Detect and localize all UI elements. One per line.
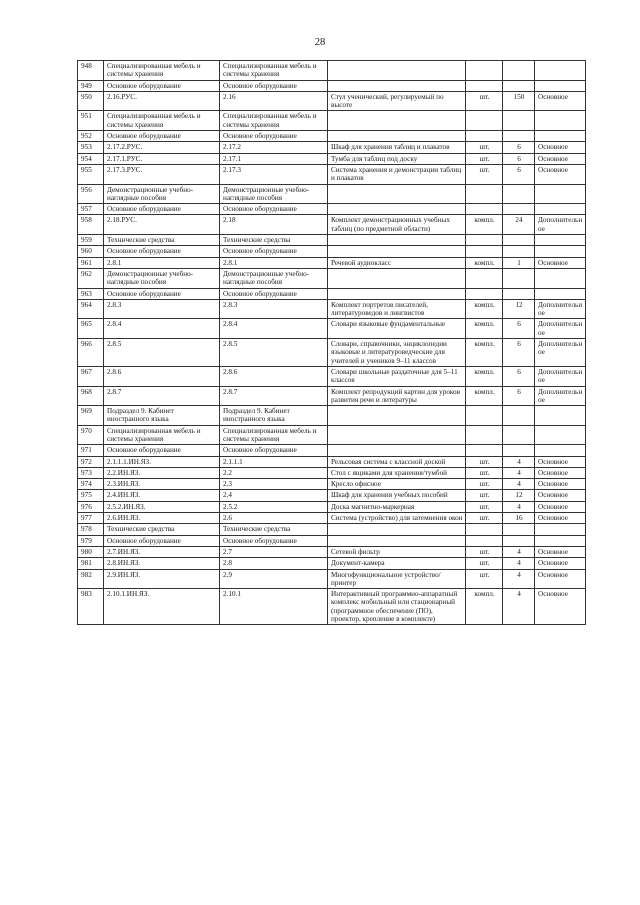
quantity-cell xyxy=(503,445,535,456)
standard-ref-cell: Основное оборудование xyxy=(220,131,328,142)
row-number-cell: 956 xyxy=(78,184,104,204)
standard-ref-cell: Демонстрационные учебно-наглядные пособия xyxy=(220,184,328,204)
item-name-cell xyxy=(328,61,466,81)
row-number-cell: 961 xyxy=(78,257,104,268)
equipment-type-cell: Основное xyxy=(535,164,586,184)
equipment-type-cell: Основное xyxy=(535,467,586,478)
row-number-cell: 968 xyxy=(78,386,104,406)
item-code-cell: Подраздел 9. Кабинет иностранного языка xyxy=(104,406,220,426)
quantity-cell xyxy=(503,61,535,81)
standard-ref-cell: 2.8.6 xyxy=(220,366,328,386)
quantity-cell: 24 xyxy=(503,215,535,235)
quantity-cell: 16 xyxy=(503,513,535,524)
unit-cell: компл. xyxy=(466,366,503,386)
row-number-cell: 977 xyxy=(78,513,104,524)
quantity-cell: 6 xyxy=(503,319,535,339)
equipment-type-cell: Основное xyxy=(535,142,586,153)
table-row xyxy=(78,204,586,215)
row-number-cell: 949 xyxy=(78,80,104,91)
item-name-cell xyxy=(328,524,466,535)
standard-ref-cell: 2.7 xyxy=(220,546,328,557)
quantity-cell: 12 xyxy=(503,299,535,319)
table-row xyxy=(78,164,586,184)
item-code-cell: 2.1.1.1.ИН.ЯЗ. xyxy=(104,456,220,467)
row-number-cell: 948 xyxy=(78,61,104,81)
item-code-cell: 2.7.ИН.ЯЗ. xyxy=(104,546,220,557)
row-number-cell: 954 xyxy=(78,153,104,164)
equipment-type-cell xyxy=(535,445,586,456)
unit-cell xyxy=(466,535,503,546)
quantity-cell: 4 xyxy=(503,546,535,557)
unit-cell xyxy=(466,184,503,204)
row-number-cell: 975 xyxy=(78,490,104,501)
item-name-cell: Комплект репродукций картин для уроков развития речи и литературы xyxy=(328,386,466,406)
table-row xyxy=(78,111,586,131)
equipment-type-cell: Основное xyxy=(535,456,586,467)
table-row xyxy=(78,558,586,569)
equipment-type-cell: Основное xyxy=(535,546,586,557)
table-row xyxy=(78,91,586,111)
quantity-cell: 6 xyxy=(503,366,535,386)
item-code-cell: 2.17.3.РУС. xyxy=(104,164,220,184)
standard-ref-cell: Основное оборудование xyxy=(220,445,328,456)
unit-cell: компл. xyxy=(466,257,503,268)
row-number-cell: 981 xyxy=(78,558,104,569)
table-row xyxy=(78,235,586,246)
table-row xyxy=(78,535,586,546)
row-number-cell: 964 xyxy=(78,299,104,319)
unit-cell xyxy=(466,235,503,246)
equipment-type-cell: Основное xyxy=(535,589,586,625)
row-number-cell: 972 xyxy=(78,456,104,467)
standard-ref-cell: Специализированная мебель и системы хранения xyxy=(220,425,328,445)
item-code-cell: 2.3.ИН.ЯЗ. xyxy=(104,479,220,490)
item-code-cell: 2.8.ИН.ЯЗ. xyxy=(104,558,220,569)
row-number-cell: 959 xyxy=(78,235,104,246)
item-code-cell: Технические средства xyxy=(104,235,220,246)
equipment-type-cell xyxy=(535,184,586,204)
item-name-cell: Шкаф для хранения учебных пособий xyxy=(328,490,466,501)
standard-ref-cell: 2.8.5 xyxy=(220,339,328,367)
item-code-cell: Основное оборудование xyxy=(104,131,220,142)
equipment-type-cell: Дополнительное xyxy=(535,299,586,319)
row-number-cell: 951 xyxy=(78,111,104,131)
item-name-cell: Тумба для таблиц под доску xyxy=(328,153,466,164)
item-code-cell: Основное оборудование xyxy=(104,445,220,456)
quantity-cell: 6 xyxy=(503,339,535,367)
standard-ref-cell: 2.1.1.1 xyxy=(220,456,328,467)
unit-cell xyxy=(466,61,503,81)
row-number-cell: 963 xyxy=(78,288,104,299)
quantity-cell: 150 xyxy=(503,91,535,111)
standard-ref-cell: 2.8.4 xyxy=(220,319,328,339)
table-row xyxy=(78,425,586,445)
standard-ref-cell: 2.8 xyxy=(220,558,328,569)
table-row xyxy=(78,319,586,339)
row-number-cell: 966 xyxy=(78,339,104,367)
item-code-cell: 2.9.ИН.ЯЗ. xyxy=(104,569,220,589)
row-number-cell: 952 xyxy=(78,131,104,142)
quantity-cell xyxy=(503,246,535,257)
item-code-cell: 2.8.5 xyxy=(104,339,220,367)
equipment-type-cell xyxy=(535,204,586,215)
quantity-cell: 1 xyxy=(503,257,535,268)
unit-cell: шт. xyxy=(466,490,503,501)
unit-cell: шт. xyxy=(466,153,503,164)
item-name-cell: Шкаф для хранения таблиц и плакатов xyxy=(328,142,466,153)
item-name-cell: Комплект портретов писателей, литературоведов и лингвистов xyxy=(328,299,466,319)
equipment-type-cell xyxy=(535,246,586,257)
item-name-cell: Рельсовая система с классной доской xyxy=(328,456,466,467)
item-name-cell: Речевой аудиокласс xyxy=(328,257,466,268)
unit-cell xyxy=(466,80,503,91)
item-name-cell: Стол с ящиками для хранения/тумбой xyxy=(328,467,466,478)
unit-cell xyxy=(466,268,503,288)
table-row xyxy=(78,257,586,268)
standard-ref-cell: 2.9 xyxy=(220,569,328,589)
unit-cell xyxy=(466,246,503,257)
equipment-type-cell xyxy=(535,425,586,445)
unit-cell xyxy=(466,524,503,535)
quantity-cell xyxy=(503,524,535,535)
quantity-cell: 6 xyxy=(503,386,535,406)
unit-cell: шт. xyxy=(466,479,503,490)
equipment-type-cell: Дополнительное xyxy=(535,215,586,235)
row-number-cell: 957 xyxy=(78,204,104,215)
quantity-cell xyxy=(503,535,535,546)
table-row xyxy=(78,366,586,386)
equipment-type-cell xyxy=(535,80,586,91)
quantity-cell xyxy=(503,184,535,204)
row-number-cell: 950 xyxy=(78,91,104,111)
item-code-cell: Специализированная мебель и системы хранения xyxy=(104,111,220,131)
item-name-cell: Многофункциональное устройство/принтер xyxy=(328,569,466,589)
unit-cell xyxy=(466,425,503,445)
standard-ref-cell: 2.17.2 xyxy=(220,142,328,153)
table-row xyxy=(78,490,586,501)
table-row xyxy=(78,299,586,319)
quantity-cell: 4 xyxy=(503,456,535,467)
item-name-cell xyxy=(328,80,466,91)
item-code-cell: 2.18.РУС. xyxy=(104,215,220,235)
equipment-type-cell xyxy=(535,235,586,246)
unit-cell: шт. xyxy=(466,467,503,478)
quantity-cell: 6 xyxy=(503,142,535,153)
row-number-cell: 967 xyxy=(78,366,104,386)
item-name-cell xyxy=(328,111,466,131)
item-code-cell: Демонстрационные учебно-наглядные пособия xyxy=(104,184,220,204)
item-name-cell: Комплект демонстрационных учебных таблиц (по предметной области) xyxy=(328,215,466,235)
unit-cell xyxy=(466,204,503,215)
equipment-type-cell xyxy=(535,111,586,131)
quantity-cell: 12 xyxy=(503,490,535,501)
standard-ref-cell: 2.16 xyxy=(220,91,328,111)
page-number: 28 xyxy=(314,37,326,48)
equipment-type-cell: Основное xyxy=(535,558,586,569)
unit-cell: шт. xyxy=(466,164,503,184)
unit-cell: компл. xyxy=(466,299,503,319)
unit-cell: компл. xyxy=(466,215,503,235)
item-name-cell xyxy=(328,406,466,426)
standard-ref-cell: Технические средства xyxy=(220,235,328,246)
table-row xyxy=(78,524,586,535)
row-number-cell: 969 xyxy=(78,406,104,426)
equipment-type-cell xyxy=(535,406,586,426)
item-name-cell xyxy=(328,445,466,456)
quantity-cell: 6 xyxy=(503,153,535,164)
unit-cell: шт. xyxy=(466,501,503,512)
unit-cell: компл. xyxy=(466,319,503,339)
table-row xyxy=(78,153,586,164)
table-row xyxy=(78,61,586,81)
item-name-cell: Система (устройство) для затемнения окон xyxy=(328,513,466,524)
row-number-cell: 982 xyxy=(78,569,104,589)
standard-ref-cell: 2.4 xyxy=(220,490,328,501)
item-name-cell xyxy=(328,131,466,142)
equipment-type-cell: Основное xyxy=(535,153,586,164)
standard-ref-cell: 2.8.7 xyxy=(220,386,328,406)
row-number-cell: 955 xyxy=(78,164,104,184)
quantity-cell xyxy=(503,425,535,445)
item-code-cell: Основное оборудование xyxy=(104,204,220,215)
equipment-type-cell xyxy=(535,61,586,81)
standard-ref-cell: 2.2 xyxy=(220,467,328,478)
item-code-cell: 2.6.ИН.ЯЗ. xyxy=(104,513,220,524)
quantity-cell: 4 xyxy=(503,558,535,569)
table-row xyxy=(78,456,586,467)
item-name-cell: Сетевой фильтр xyxy=(328,546,466,557)
item-name-cell: Словари языковые фундаментальные xyxy=(328,319,466,339)
standard-ref-cell: 2.8.1 xyxy=(220,257,328,268)
table-row xyxy=(78,386,586,406)
unit-cell xyxy=(466,445,503,456)
standard-ref-cell: 2.17.1 xyxy=(220,153,328,164)
unit-cell: шт. xyxy=(466,456,503,467)
item-code-cell: Демонстрационные учебно-наглядные пособия xyxy=(104,268,220,288)
standard-ref-cell: 2.18 xyxy=(220,215,328,235)
quantity-cell: 4 xyxy=(503,501,535,512)
standard-ref-cell: Основное оборудование xyxy=(220,535,328,546)
standard-ref-cell: Специализированная мебель и системы хранения xyxy=(220,111,328,131)
unit-cell xyxy=(466,131,503,142)
equipment-type-cell: Основное xyxy=(535,501,586,512)
unit-cell: шт. xyxy=(466,558,503,569)
item-name-cell: Документ-камера xyxy=(328,558,466,569)
row-number-cell: 958 xyxy=(78,215,104,235)
equipment-type-cell xyxy=(535,131,586,142)
row-number-cell: 978 xyxy=(78,524,104,535)
item-name-cell: Стул ученический, регулируемый по высоте xyxy=(328,91,466,111)
quantity-cell: 4 xyxy=(503,479,535,490)
item-code-cell: Специализированная мебель и системы хранения xyxy=(104,61,220,81)
quantity-cell xyxy=(503,131,535,142)
row-number-cell: 973 xyxy=(78,467,104,478)
equipment-type-cell: Основное xyxy=(535,91,586,111)
standard-ref-cell: Основное оборудование xyxy=(220,288,328,299)
row-number-cell: 965 xyxy=(78,319,104,339)
unit-cell: шт. xyxy=(466,569,503,589)
item-name-cell xyxy=(328,184,466,204)
equipment-type-cell: Основное xyxy=(535,569,586,589)
standard-ref-cell: 2.3 xyxy=(220,479,328,490)
item-name-cell xyxy=(328,288,466,299)
unit-cell: компл. xyxy=(466,339,503,367)
unit-cell xyxy=(466,288,503,299)
item-code-cell: 2.8.6 xyxy=(104,366,220,386)
standard-ref-cell: Основное оборудование xyxy=(220,204,328,215)
item-code-cell: 2.17.1.РУС. xyxy=(104,153,220,164)
equipment-type-cell: Дополнительное xyxy=(535,319,586,339)
unit-cell: шт. xyxy=(466,546,503,557)
table-body xyxy=(78,61,586,625)
quantity-cell: 6 xyxy=(503,164,535,184)
item-name-cell: Словари школьные раздаточные для 5–11 классов xyxy=(328,366,466,386)
equipment-type-cell: Дополнительное xyxy=(535,339,586,367)
unit-cell: шт. xyxy=(466,142,503,153)
item-name-cell xyxy=(328,535,466,546)
standard-ref-cell: 2.8.3 xyxy=(220,299,328,319)
item-code-cell: 2.17.2.РУС. xyxy=(104,142,220,153)
equipment-type-cell: Основное xyxy=(535,479,586,490)
table-row xyxy=(78,339,586,367)
table-row xyxy=(78,569,586,589)
row-number-cell: 980 xyxy=(78,546,104,557)
table-row xyxy=(78,288,586,299)
unit-cell: шт. xyxy=(466,513,503,524)
table-row xyxy=(78,513,586,524)
quantity-cell xyxy=(503,111,535,131)
item-name-cell xyxy=(328,235,466,246)
item-code-cell: Основное оборудование xyxy=(104,535,220,546)
unit-cell: компл. xyxy=(466,386,503,406)
table-row xyxy=(78,589,586,625)
equipment-type-cell xyxy=(535,288,586,299)
quantity-cell xyxy=(503,406,535,426)
table-row xyxy=(78,80,586,91)
item-code-cell: 2.2.ИН.ЯЗ. xyxy=(104,467,220,478)
standard-ref-cell: Специализированная мебель и системы хранения xyxy=(220,61,328,81)
standard-ref-cell: Основное оборудование xyxy=(220,80,328,91)
equipment-type-cell: Основное xyxy=(535,490,586,501)
item-name-cell xyxy=(328,204,466,215)
item-name-cell xyxy=(328,268,466,288)
standard-ref-cell: 2.17.3 xyxy=(220,164,328,184)
item-name-cell: Интерактивный программно-аппаратный комплекс мобильный или стационарный (программное обеспечение (ПО), проектор, крепление в комплекте) xyxy=(328,589,466,625)
table-row xyxy=(78,142,586,153)
item-code-cell: Основное оборудование xyxy=(104,246,220,257)
equipment-type-cell: Основное xyxy=(535,513,586,524)
table-row xyxy=(78,546,586,557)
quantity-cell: 4 xyxy=(503,467,535,478)
item-name-cell: Система хранения и демонстрации таблиц и плакатов xyxy=(328,164,466,184)
standard-ref-cell: Подраздел 9. Кабинет иностранного языка xyxy=(220,406,328,426)
equipment-type-cell: Дополнительное xyxy=(535,386,586,406)
item-code-cell: Технические средства xyxy=(104,524,220,535)
item-code-cell: Основное оборудование xyxy=(104,288,220,299)
unit-cell: шт. xyxy=(466,91,503,111)
standard-ref-cell: Основное оборудование xyxy=(220,246,328,257)
row-number-cell: 960 xyxy=(78,246,104,257)
equipment-type-cell xyxy=(535,524,586,535)
equipment-type-cell: Основное xyxy=(535,257,586,268)
equipment-type-cell xyxy=(535,268,586,288)
unit-cell: компл. xyxy=(466,589,503,625)
row-number-cell: 976 xyxy=(78,501,104,512)
item-code-cell: 2.10.1.ИН.ЯЗ. xyxy=(104,589,220,625)
row-number-cell: 970 xyxy=(78,425,104,445)
row-number-cell: 971 xyxy=(78,445,104,456)
quantity-cell: 4 xyxy=(503,589,535,625)
table-row xyxy=(78,406,586,426)
table-row xyxy=(78,246,586,257)
row-number-cell: 983 xyxy=(78,589,104,625)
table-row xyxy=(78,215,586,235)
standard-ref-cell: 2.6 xyxy=(220,513,328,524)
row-number-cell: 962 xyxy=(78,268,104,288)
standard-ref-cell: 2.5.2 xyxy=(220,501,328,512)
item-code-cell: 2.4.ИН.ЯЗ. xyxy=(104,490,220,501)
table-row xyxy=(78,268,586,288)
item-code-cell: 2.8.1 xyxy=(104,257,220,268)
unit-cell xyxy=(466,406,503,426)
equipment-type-cell xyxy=(535,535,586,546)
item-code-cell: 2.8.3 xyxy=(104,299,220,319)
row-number-cell: 974 xyxy=(78,479,104,490)
item-name-cell: Доска магнитно-маркерная xyxy=(328,501,466,512)
row-number-cell: 953 xyxy=(78,142,104,153)
table-row xyxy=(78,445,586,456)
table-row xyxy=(78,467,586,478)
quantity-cell: 4 xyxy=(503,569,535,589)
row-number-cell: 979 xyxy=(78,535,104,546)
table-row xyxy=(78,184,586,204)
quantity-cell xyxy=(503,204,535,215)
table-row xyxy=(78,501,586,512)
table-row xyxy=(78,131,586,142)
item-name-cell xyxy=(328,246,466,257)
quantity-cell xyxy=(503,235,535,246)
item-name-cell: Кресло офисное xyxy=(328,479,466,490)
item-name-cell: Словари, справочники, энциклопедии языковые и литературоведческие для учителей и учеников 9–11 классов xyxy=(328,339,466,367)
standard-ref-cell: Технические средства xyxy=(220,524,328,535)
equipment-table xyxy=(77,60,586,625)
quantity-cell xyxy=(503,80,535,91)
quantity-cell xyxy=(503,268,535,288)
standard-ref-cell: Демонстрационные учебно-наглядные пособия xyxy=(220,268,328,288)
item-code-cell: 2.8.7 xyxy=(104,386,220,406)
equipment-type-cell: Дополнительное xyxy=(535,366,586,386)
quantity-cell xyxy=(503,288,535,299)
item-code-cell: 2.5.2.ИН.ЯЗ. xyxy=(104,501,220,512)
item-code-cell: Специализированная мебель и системы хранения xyxy=(104,425,220,445)
item-code-cell: 2.8.4 xyxy=(104,319,220,339)
unit-cell xyxy=(466,111,503,131)
item-name-cell xyxy=(328,425,466,445)
standard-ref-cell: 2.10.1 xyxy=(220,589,328,625)
item-code-cell: 2.16.РУС. xyxy=(104,91,220,111)
table-row xyxy=(78,479,586,490)
item-code-cell: Основное оборудование xyxy=(104,80,220,91)
